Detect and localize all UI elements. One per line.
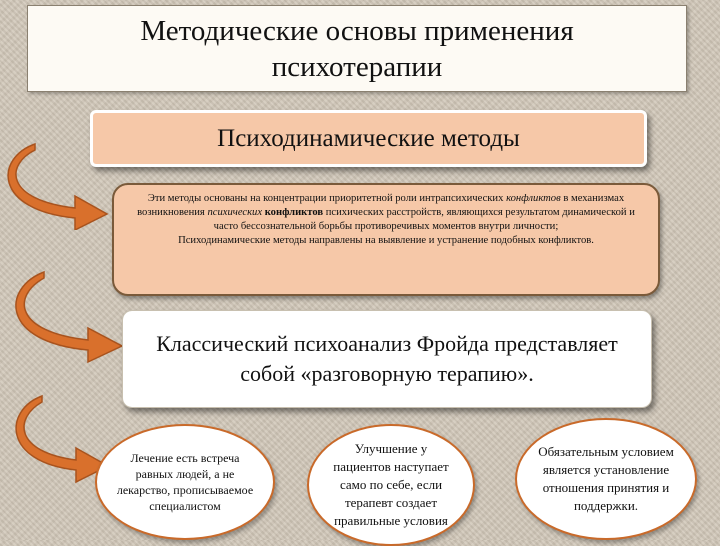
oval-condition — [515, 418, 697, 540]
description-text: в механизмах возникновения — [137, 193, 625, 218]
curved-arrow-icon — [5, 140, 115, 230]
freud-text: Классический психоанализ Фройда представляет собой «разговорную терапию». — [156, 331, 618, 386]
description-text: Эти методы основаны на концентрации приоритетной роли интрапсихических — [147, 193, 504, 204]
description-italic: конфликтов — [506, 193, 561, 204]
oval-improvement-text: Улучшение у пациентов наступает само по себе, если терапевт создает правильные условия — [333, 441, 449, 528]
methods-heading: Психодинамические методы — [217, 124, 520, 152]
freud-box — [122, 310, 652, 408]
page-title: Методические основы применения психотерапии — [140, 14, 574, 83]
description-italic: психических — [207, 207, 263, 218]
oval-condition-text: Обязательным условием является установление отношения принятия и поддержки. — [538, 444, 674, 513]
oval-improvement — [307, 424, 475, 546]
description-box — [112, 183, 660, 296]
oval-treatment-text: Лечение есть встреча равных людей, а не лекарство, прописываемое специалистом — [116, 451, 254, 513]
description-text: психических расстройств, являющихся результатом динамической и часто бессознательной борьбы противоречивых моментов внутри личности; — [213, 207, 635, 232]
description-bold: конфликтов — [264, 207, 324, 218]
oval-treatment — [95, 424, 275, 540]
curved-arrow-icon — [10, 268, 128, 364]
methods-heading-box — [90, 110, 647, 167]
title-box — [27, 5, 687, 92]
description-text: Психодинамические методы направлены на выявление и устранение подобных конфликтов. — [178, 235, 594, 246]
